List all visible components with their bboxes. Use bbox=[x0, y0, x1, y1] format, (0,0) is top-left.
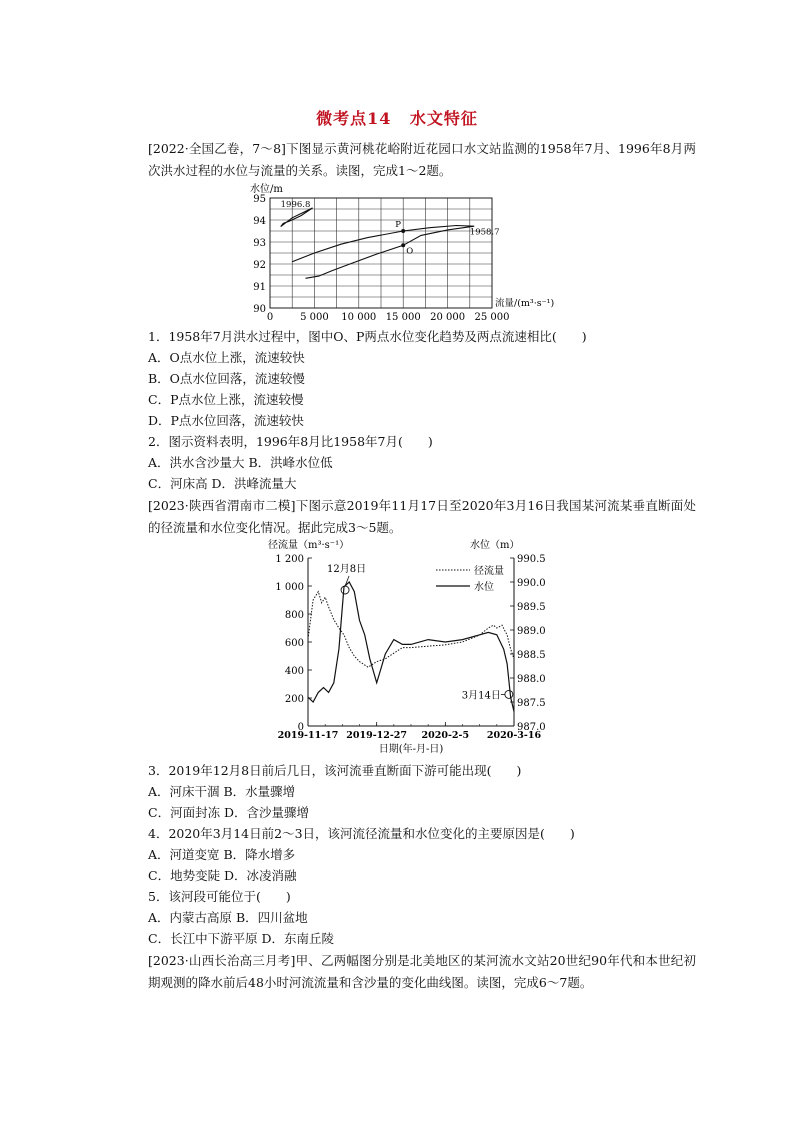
y-tick-label-right: 990.0 bbox=[517, 578, 546, 589]
y-tick-label: 92 bbox=[253, 260, 266, 271]
page-title bbox=[0, 106, 794, 129]
question-4-stem: 4．2020年3月14日前2～3日，该河流径流量和水位变化的主要原因是( ) bbox=[148, 826, 575, 841]
series-line-1996-8 bbox=[281, 208, 313, 227]
intro-paragraph-2: [2023·陕西省渭南市二模]下图示意2019年11月17日至2020年3月16日我国某河流某垂直断面处的径流量和水位变化情况。据此完成3～5题。 bbox=[148, 498, 696, 535]
question-3-options-cd: C．河面封冻 D．含沙量骤增 bbox=[148, 805, 310, 820]
y-tick-label-right: 989.5 bbox=[517, 602, 546, 613]
y-tick-label: 93 bbox=[253, 238, 266, 249]
legend-label-stage: 水位 bbox=[474, 582, 494, 593]
y-tick-label-left: 1 000 bbox=[275, 582, 304, 593]
question-1-stem: 1．1958年7月洪水过程中，图中O、P两点水位变化趋势及两点流速相比( ) bbox=[148, 329, 587, 344]
x-tick-label: 5 000 bbox=[300, 312, 329, 323]
y-tick-label-left: 0 bbox=[297, 722, 304, 733]
x-tick-label: 2019-11-17 bbox=[277, 730, 339, 741]
y-tick-label: 91 bbox=[253, 282, 266, 293]
y-tick-label: 94 bbox=[253, 216, 266, 227]
y-axis-label: 水位/m bbox=[250, 184, 283, 195]
question-5-options-ab: A．内蒙古高原 B．四川盆地 bbox=[148, 910, 308, 925]
y-tick-label-right: 988.0 bbox=[517, 674, 546, 685]
x-tick-label: 2020-2-5 bbox=[421, 730, 470, 741]
series-label-1996-8: 1996.8 bbox=[280, 199, 311, 210]
y-tick-label-right: 990.5 bbox=[517, 554, 546, 565]
y-tick-label-right: 987.0 bbox=[517, 722, 546, 733]
y-tick-label-left: 600 bbox=[284, 638, 304, 649]
question-5-stem: 5．该河段可能位于( ) bbox=[148, 889, 291, 904]
x-tick-label: 0 bbox=[266, 312, 274, 323]
series-label-1958-7: 1958.7 bbox=[469, 227, 500, 238]
y-axis-label-right: 水位（m） bbox=[470, 540, 520, 551]
legend-label-discharge: 径流量 bbox=[474, 566, 504, 577]
point-p bbox=[401, 229, 405, 233]
y-tick-label-right: 989.0 bbox=[517, 626, 546, 637]
annotation-label-dec8: 12月8日 bbox=[327, 564, 367, 575]
y-tick-label-right: 987.5 bbox=[517, 698, 546, 709]
point-o bbox=[401, 243, 405, 247]
question-1-option-c: C．P点水位上涨，流速较慢 bbox=[148, 392, 304, 407]
question-2-options-ab: A．洪水含沙量大 B．洪峰水位低 bbox=[148, 455, 333, 470]
question-2-options-cd: C．河床高 D．洪峰流量大 bbox=[148, 476, 297, 491]
question-1-option-a: A．O点水位上涨，流速较快 bbox=[148, 350, 305, 365]
x-tick-label: 20 000 bbox=[430, 312, 466, 323]
chart-discharge-stage-time bbox=[268, 534, 558, 756]
question-4-options-ab: A．河道变宽 B．降水增多 bbox=[148, 847, 296, 862]
x-tick-label: 2019-12-27 bbox=[346, 730, 408, 741]
y-tick-label: 95 bbox=[253, 194, 266, 205]
annotation-circle-dec8 bbox=[341, 586, 349, 594]
question-1-option-b: B．O点水位回落，流速较慢 bbox=[148, 371, 305, 386]
y-tick-label-left: 800 bbox=[284, 610, 304, 621]
annotation-circle-mar14 bbox=[505, 690, 513, 698]
y-tick-label-left: 1 200 bbox=[275, 554, 304, 565]
point-label-o: O bbox=[406, 246, 414, 257]
question-4-options-cd: C．地势变陡 D．冰凌消融 bbox=[148, 868, 297, 883]
chart-stage-discharge bbox=[248, 180, 568, 330]
x-tick-label: 25 000 bbox=[474, 312, 510, 323]
y-axis-label-left: 径流量（m³·s⁻¹） bbox=[268, 540, 350, 551]
intro-paragraph-1: [2022·全国乙卷，7～8]下图显示黄河桃花峪附近花园口水文站监测的1958年7月、1996年8月两次洪水过程的水位与流量的关系。读图，完成1～2题。 bbox=[148, 141, 696, 178]
y-tick-label-right: 988.5 bbox=[517, 650, 546, 661]
point-label-p: P bbox=[395, 220, 401, 230]
question-3-stem: 3．2019年12月8日前后几日，该河流垂直断面下游可能出现( ) bbox=[148, 763, 522, 778]
x-axis-label: 日期(年-月-日) bbox=[378, 744, 444, 755]
title-topic: 水文特征 bbox=[409, 109, 478, 128]
series-line-1958-7 bbox=[292, 226, 474, 279]
x-tick-label: 15 000 bbox=[385, 312, 421, 323]
x-axis-label: 流量/(m³·s⁻¹) bbox=[495, 298, 555, 309]
question-3-options-ab: A．河床干涸 B．水量骤增 bbox=[148, 784, 296, 799]
intro-paragraph-3: [2023·山西长治高三月考]甲、乙两幅图分别是北美地区的某河流水文站20世纪90年代和本世纪初期观测的降水前后48小时河流流量和含沙量的变化曲线图。读图，完成6～7题。 bbox=[148, 953, 696, 990]
title-number: 微考点14 bbox=[316, 109, 392, 128]
question-1-option-d: D．P点水位回落，流速较快 bbox=[148, 413, 304, 428]
y-tick-label: 90 bbox=[253, 304, 266, 315]
x-tick-label: 2020-3-16 bbox=[486, 730, 542, 741]
annotation-label-mar14: 3月14日 bbox=[461, 690, 501, 702]
x-tick-label: 10 000 bbox=[341, 312, 377, 323]
y-tick-label-left: 200 bbox=[284, 694, 304, 705]
question-5-options-cd: C．长江中下游平原 D．东南丘陵 bbox=[148, 931, 335, 946]
series-line-discharge bbox=[308, 592, 514, 668]
y-tick-label-left: 400 bbox=[284, 666, 304, 677]
question-2-stem: 2．图示资料表明，1996年8月比1958年7月( ) bbox=[148, 434, 433, 449]
